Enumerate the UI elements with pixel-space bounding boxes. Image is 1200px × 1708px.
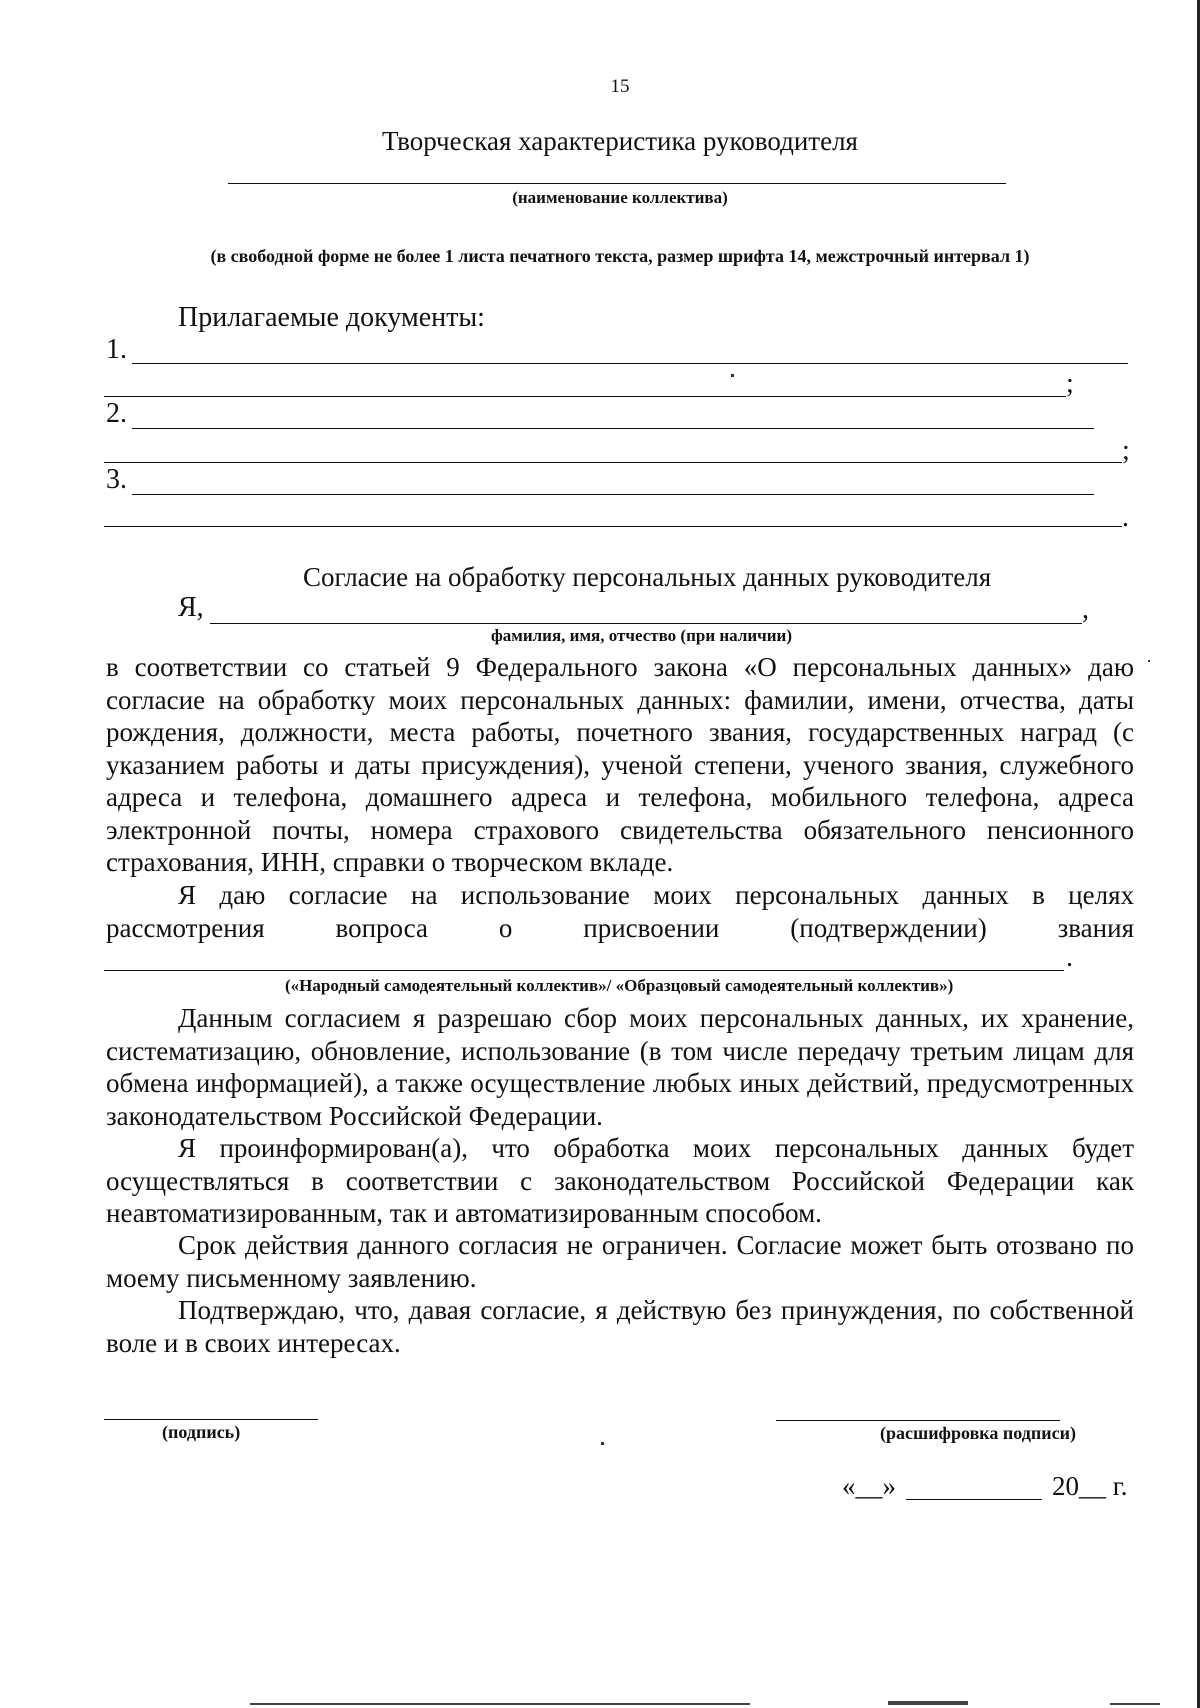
page-title: Творческая характеристика руководителя xyxy=(382,126,858,156)
scan-bottom-noise xyxy=(1110,1703,1160,1705)
attachment-end-mark-3: . xyxy=(1122,502,1129,533)
signature-decoding-caption: (расшифровка подписи) xyxy=(880,1423,1076,1443)
attachment-end-mark-2: ; xyxy=(1122,435,1130,466)
collective-title-line xyxy=(104,970,1064,971)
format-note: (в свободной форме не более 1 листа печатного текста, размер шрифта 14, межстрочный интервал 1) xyxy=(210,246,1030,266)
collective-title-caption: («Народный самодеятельный коллектив»/ «Образцовый самодеятельный коллектив») xyxy=(285,976,954,995)
scan-bottom-noise xyxy=(888,1701,968,1705)
consent-paragraph-5: Срок действия данного согласия не ограничен. Согласие может быть отозвано по моему письменному заявлению. xyxy=(106,1230,1134,1293)
scan-speck xyxy=(1148,660,1150,662)
page-number: 15 xyxy=(610,76,630,97)
attachment-line-2b xyxy=(104,462,1122,463)
attachment-line-2a xyxy=(132,428,1094,429)
attachment-number-3: 3. xyxy=(106,464,127,495)
day-blank: __ xyxy=(855,1471,883,1501)
full-name-line xyxy=(210,623,1082,624)
scan-bottom-noise xyxy=(250,1703,750,1705)
month-blank-line xyxy=(906,1499,1042,1500)
consent-title: Согласие на обработку персональных данных руководителя xyxy=(303,562,992,592)
date-open-quote: « xyxy=(842,1471,856,1501)
year-unit: г. xyxy=(1112,1471,1128,1501)
year-blank: __ xyxy=(1079,1471,1106,1501)
signature-caption: (подпись) xyxy=(162,1422,241,1442)
attachment-line-1a xyxy=(132,363,1128,364)
collective-caption: (наименование коллектива) xyxy=(512,188,728,207)
scan-speck xyxy=(731,374,734,377)
scan-speck xyxy=(601,1442,604,1445)
signature-line xyxy=(104,1419,318,1420)
attachment-line-3a xyxy=(132,494,1094,495)
collective-title-end-mark: . xyxy=(1066,942,1073,973)
attachment-number-1: 1. xyxy=(106,334,127,365)
consent-paragraph-1: в соответствии со статьей 9 Федерального закона «О персональных данных» даю согласие на обработку моих персональных данных: фамилии, имени, отчества, даты рождения, должности, места работы, почетного звания, государственных наград (с указанием работы и даты присуждения), ученой степени, ученого звания, служебного адреса и телефона, домашнего адреса и телефона, мобильного телефона, адреса электронной почты, номера страхового свидетельства обязательного пенсионного страхования, ИНН, справки о творческом вкладе. xyxy=(106,652,1134,877)
consent-paragraph-4: Я проинформирован(а), что обработка моих персональных данных будет осуществляться в соответствии с законодательством Российской Федерации как неавтоматизированным, так и автоматизированным способом. xyxy=(106,1133,1134,1228)
full-name-end-mark: , xyxy=(1082,594,1089,625)
full-name-caption: фамилия, имя, отчество (при наличии) xyxy=(491,626,792,645)
date-line xyxy=(842,1471,896,1502)
year-prefix: 20 xyxy=(1052,1471,1079,1501)
attachment-line-1b xyxy=(104,396,1066,397)
attachment-end-mark-1: ; xyxy=(1066,368,1074,399)
signature-decoding-line xyxy=(776,1420,1060,1421)
attachments-label: Прилагаемые документы: xyxy=(178,302,485,333)
consent-ya: Я, xyxy=(178,592,204,623)
consent-paragraph-3: Данным согласием я разрешаю сбор моих персональных данных, их хранение, систематизацию, обновление, использование (в том числе передачу третьим лицам для обмена информацией), а также осуществление любых иных действий, предусмотренных законодательством Российской Федерации. xyxy=(106,1003,1134,1131)
date-close-quote: » xyxy=(882,1471,896,1501)
attachment-line-3b xyxy=(104,526,1122,527)
consent-paragraph-6: Подтверждаю, что, давая согласие, я действую без принуждения, по собственной воле и в своих интересах. xyxy=(106,1295,1134,1358)
attachment-number-2: 2. xyxy=(106,398,127,429)
collective-name-line xyxy=(228,183,1006,184)
year-line xyxy=(1052,1471,1128,1502)
consent-paragraph-2: Я даю согласие на использование моих персональных данных в целях рассмотрения вопроса о присвоении (подтверждении) звания xyxy=(106,880,1134,943)
